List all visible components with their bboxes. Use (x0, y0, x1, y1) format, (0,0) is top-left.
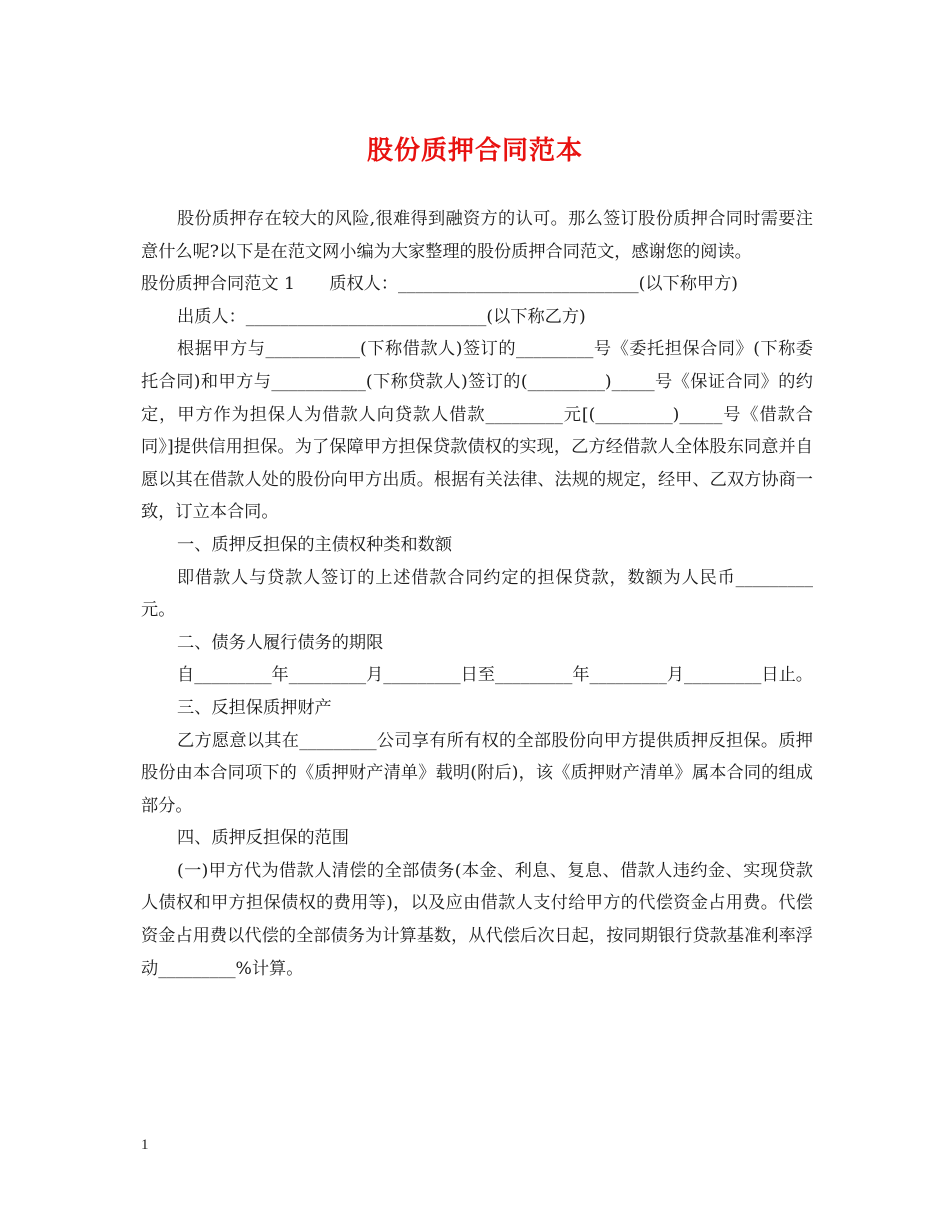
paragraph-section-3: 乙方愿意以其在_________公司享有所有权的全部股份向甲方提供质押反担保。质押股份由本合同项下的《质押财产清单》载明(附后)，该《质押财产清单》属本合同的组成部分。 (141, 730, 813, 816)
section-heading-4: 四、质押反担保的范围 (177, 828, 349, 849)
document-title: 股份质押合同范本 (366, 136, 583, 166)
section-heading-1: 一、质押反担保的主债权种类和数额 (177, 534, 453, 555)
page-number: 1 (141, 1137, 149, 1153)
paragraph-pledgee: 股份质押合同范文 1 质权人：____________________________(以下称甲方) (141, 274, 738, 295)
section-heading-2: 二、债务人履行债务的期限 (177, 632, 384, 653)
document-body (141, 203, 813, 985)
paragraph-section-1: 即借款人与贷款人签订的上述借款合同约定的担保贷款，数额为人民币_________元。 (141, 567, 813, 621)
paragraph-recitals: 根据甲方与___________(下称借款人)签订的_________号《委托担保合同》(下称委托合同)和甲方与___________(下称贷款人)签订的(_________)_____号《保证合同》的约定，甲方作为担保人为借款人向贷款人借款_________元[(_________)_____号《借款合同》]提供信用担保。为了保障甲方担保贷款债权的实现，乙方经借款人全体股东同意并自愿以其在借款人处的股份向甲方出质。根据有关法律、法规的规定，经甲、乙双方协商一致，订立本合同。 (141, 339, 813, 523)
section-heading-3: 三、反担保质押财产 (177, 697, 332, 718)
paragraph-section-4-item-1: (一)甲方代为借款人清偿的全部债务(本金、利息、复息、借款人违约金、实现贷款人债权和甲方担保债权的费用等)，以及应由借款人支付给甲方的代偿资金占用费。代偿资金占用费以代偿的全部债务为计算基数，从代偿后次日起，按同期银行贷款基准利率浮动_________%计算。 (141, 860, 813, 979)
paragraph-intro: 股份质押存在较大的风险,很难得到融资方的认可。那么签订股份质押合同时需要注意什么呢?以下是在范文网小编为大家整理的股份质押合同范文，感谢您的阅读。 (141, 209, 813, 262)
paragraph-pledgor: 出质人：____________________________(以下称乙方) (177, 306, 586, 327)
paragraph-section-2: 自_________年_________月_________日至_________年_________月_________日止。 (177, 665, 813, 686)
